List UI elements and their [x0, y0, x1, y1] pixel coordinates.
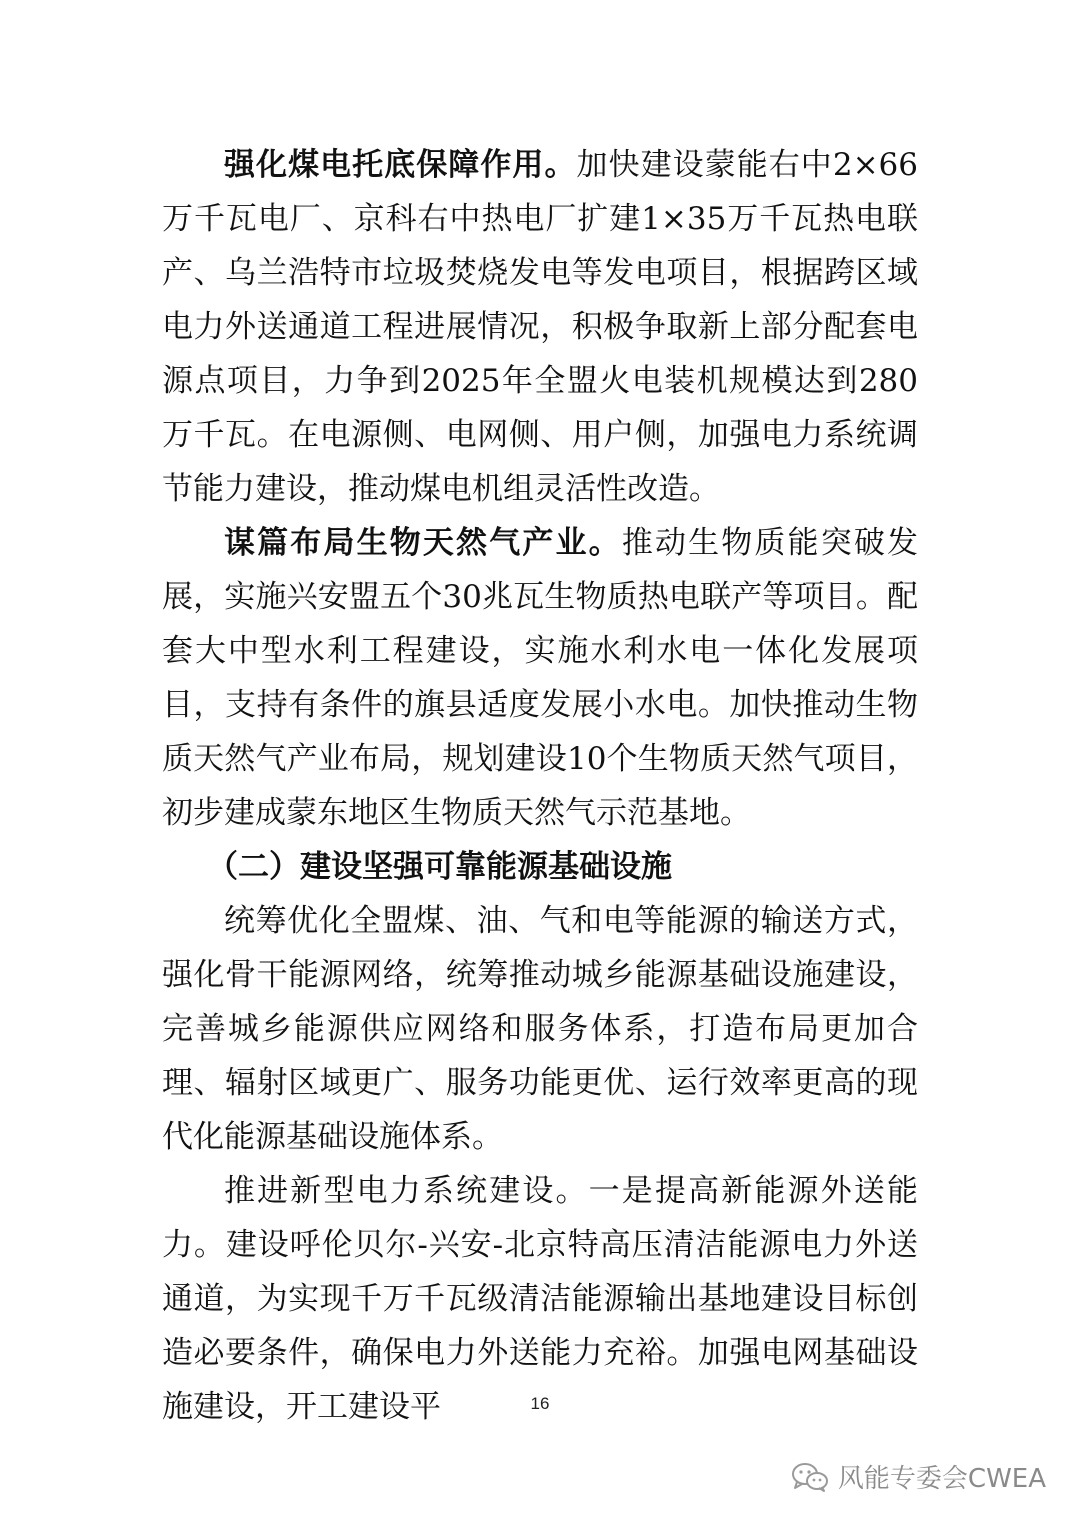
- paragraph-infrastructure: [162, 894, 918, 1164]
- page-number: 16: [530, 1394, 550, 1413]
- paragraph-text: 推进新型电力系统建设。一是提高新能源外送能力。建设呼伦贝尔-兴安-北京特高压清洁能源电力外送通道，为实现千万千瓦级清洁能源输出基地建设目标创造必要条件，确保电力外送能力充裕。加强电网基础设施建设，开工建设平: [162, 1173, 918, 1425]
- paragraph-lead-heading: 谋篇布局生物天然气产业。: [224, 525, 622, 561]
- wechat-icon: [790, 1461, 830, 1493]
- paragraph-lead-heading: 强化煤电托底保障作用。: [224, 147, 577, 183]
- paragraph-text: 推动生物质能突破发展，实施兴安盟五个30兆瓦生物质热电联产等项目。配套大中型水利工程建设，实施水利水电一体化发展项目，支持有条件的旗县适度发展小水电。加快推动生物质天然气产业布局，规划建设10个生物质天然气项目，初步建成蒙东地区生物质天然气示范基地。: [162, 525, 919, 831]
- watermark-text: 风能专委会CWEA: [837, 1464, 1046, 1494]
- paragraph-text: 加快建设蒙能右中2×66万千瓦电厂、京科右中热电厂扩建1×35万千瓦热电联产、乌兰浩特市垃圾焚烧发电等发电项目，根据跨区域电力外送通道工程进展情况，积极争取新上部分配套电源点项目，力争到2025年全盟火电装机规模达到280万千瓦。在电源侧、电网侧、用户侧，加强电力系统调节能力建设，推动煤电机组灵活性改造。: [162, 147, 918, 507]
- paragraph-coal-power: [162, 138, 918, 516]
- document-body: [162, 138, 918, 1434]
- wechat-watermark[interactable]: [790, 1458, 1046, 1495]
- paragraph-bio-gas: [162, 516, 918, 840]
- paragraph-text: 统筹优化全盟煤、油、气和电等能源的输送方式，强化骨干能源网络，统筹推动城乡能源基础设施建设，完善城乡能源供应网络和服务体系，打造布局更加合理、辐射区域更广、服务功能更优、运行效率更高的现代化能源基础设施体系。: [162, 903, 918, 1155]
- section-heading: （二）建设坚强可靠能源基础设施: [207, 849, 672, 885]
